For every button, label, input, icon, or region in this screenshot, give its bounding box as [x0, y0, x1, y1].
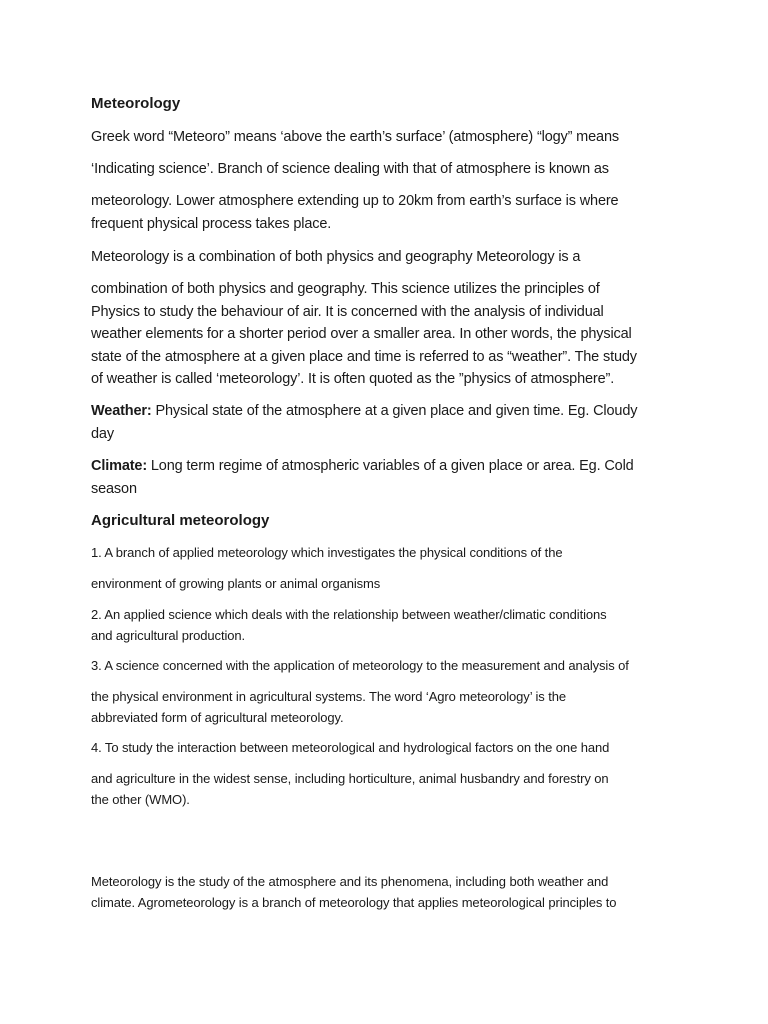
weather-line-2: day [91, 425, 114, 442]
climate-line-2: season [91, 480, 137, 497]
intro-line-1: Greek word “Meteoro” means ‘above the earth’s surface’ (atmosphere) “logy” means [91, 129, 619, 145]
agri-item-2 [91, 605, 691, 646]
closing-line-1: Meteorology is the study of the atmosphere and its phenomena, including both weather and [91, 874, 609, 889]
closing-paragraph [91, 872, 691, 913]
combo-line-1: Meteorology is a combination of both physics and geography Meteorology is a [91, 249, 581, 265]
climate-definition [91, 455, 691, 500]
climate-text: Long term regime of atmospheric variables of a given place or area. Eg. Cold [147, 458, 634, 474]
agri-item-1-line-1: 1. A branch of applied meteorology which investigates the physical conditions of the [91, 545, 563, 560]
weather-text: Physical state of the atmosphere at a given place and given time. Eg. Cloudy [151, 403, 638, 419]
climate-term: Climate: [91, 458, 148, 474]
agri-item-4-line-2: and agriculture in the widest sense, including horticulture, animal husbandry and forestry on [91, 771, 609, 786]
agri-item-2-line-1: 2. An applied science which deals with the relationship between weather/climatic conditions [91, 607, 607, 622]
closing-line-2: climate. Agrometeorology is a branch of meteorology that applies meteorological principles to [91, 894, 617, 910]
agri-item-4 [91, 769, 691, 810]
weather-definition [91, 400, 691, 445]
combo-paragraph [91, 278, 691, 391]
agri-heading: Agricultural meteorology [91, 512, 270, 529]
agri-item-1-line-2: environment of growing plants or animal organisms [91, 576, 381, 591]
agri-item-3-line-3: abbreviated form of agricultural meteorology. [91, 709, 344, 725]
combo-line-3: Physics to study the behaviour of air. It is concerned with the analysis of individual [91, 303, 604, 320]
combo-line-4: weather elements for a shorter period over a smaller area. In other words, the physical [91, 326, 632, 342]
intro-paragraph [91, 190, 691, 235]
intro-line-4: frequent physical process takes place. [91, 215, 332, 232]
weather-line-1 [91, 400, 691, 423]
agri-item-3-line-2: the physical environment in agricultural systems. The word ‘Agro meteorology’ is the [91, 689, 566, 704]
combo-line-5: state of the atmosphere at a given place and time is referred to as “weather”. The study [91, 348, 637, 365]
agri-item-4-line-3: the other (WMO). [91, 791, 190, 807]
intro-line-2: ‘Indicating science’. Branch of science dealing with that of atmosphere is known as [91, 161, 609, 177]
agri-item-3 [91, 687, 691, 728]
combo-line-6: of weather is called ‘meteorology’. It is often quoted as the ”physics of atmosphere”. [91, 371, 615, 387]
combo-line-2: combination of both physics and geography. This science utilizes the principles of [91, 281, 600, 297]
page-title: Meteorology [91, 95, 181, 112]
agri-item-2-line-2: and agricultural production. [91, 627, 246, 643]
agri-item-4-line-1: 4. To study the interaction between meteorological and hydrological factors on the one hand [91, 740, 610, 755]
climate-line-1 [91, 455, 691, 478]
weather-term: Weather: [91, 403, 152, 419]
intro-line-3: meteorology. Lower atmosphere extending up to 20km from earth’s surface is where [91, 193, 619, 209]
agri-item-3-line-1: 3. A science concerned with the application of meteorology to the measurement and analysis of [91, 658, 629, 673]
